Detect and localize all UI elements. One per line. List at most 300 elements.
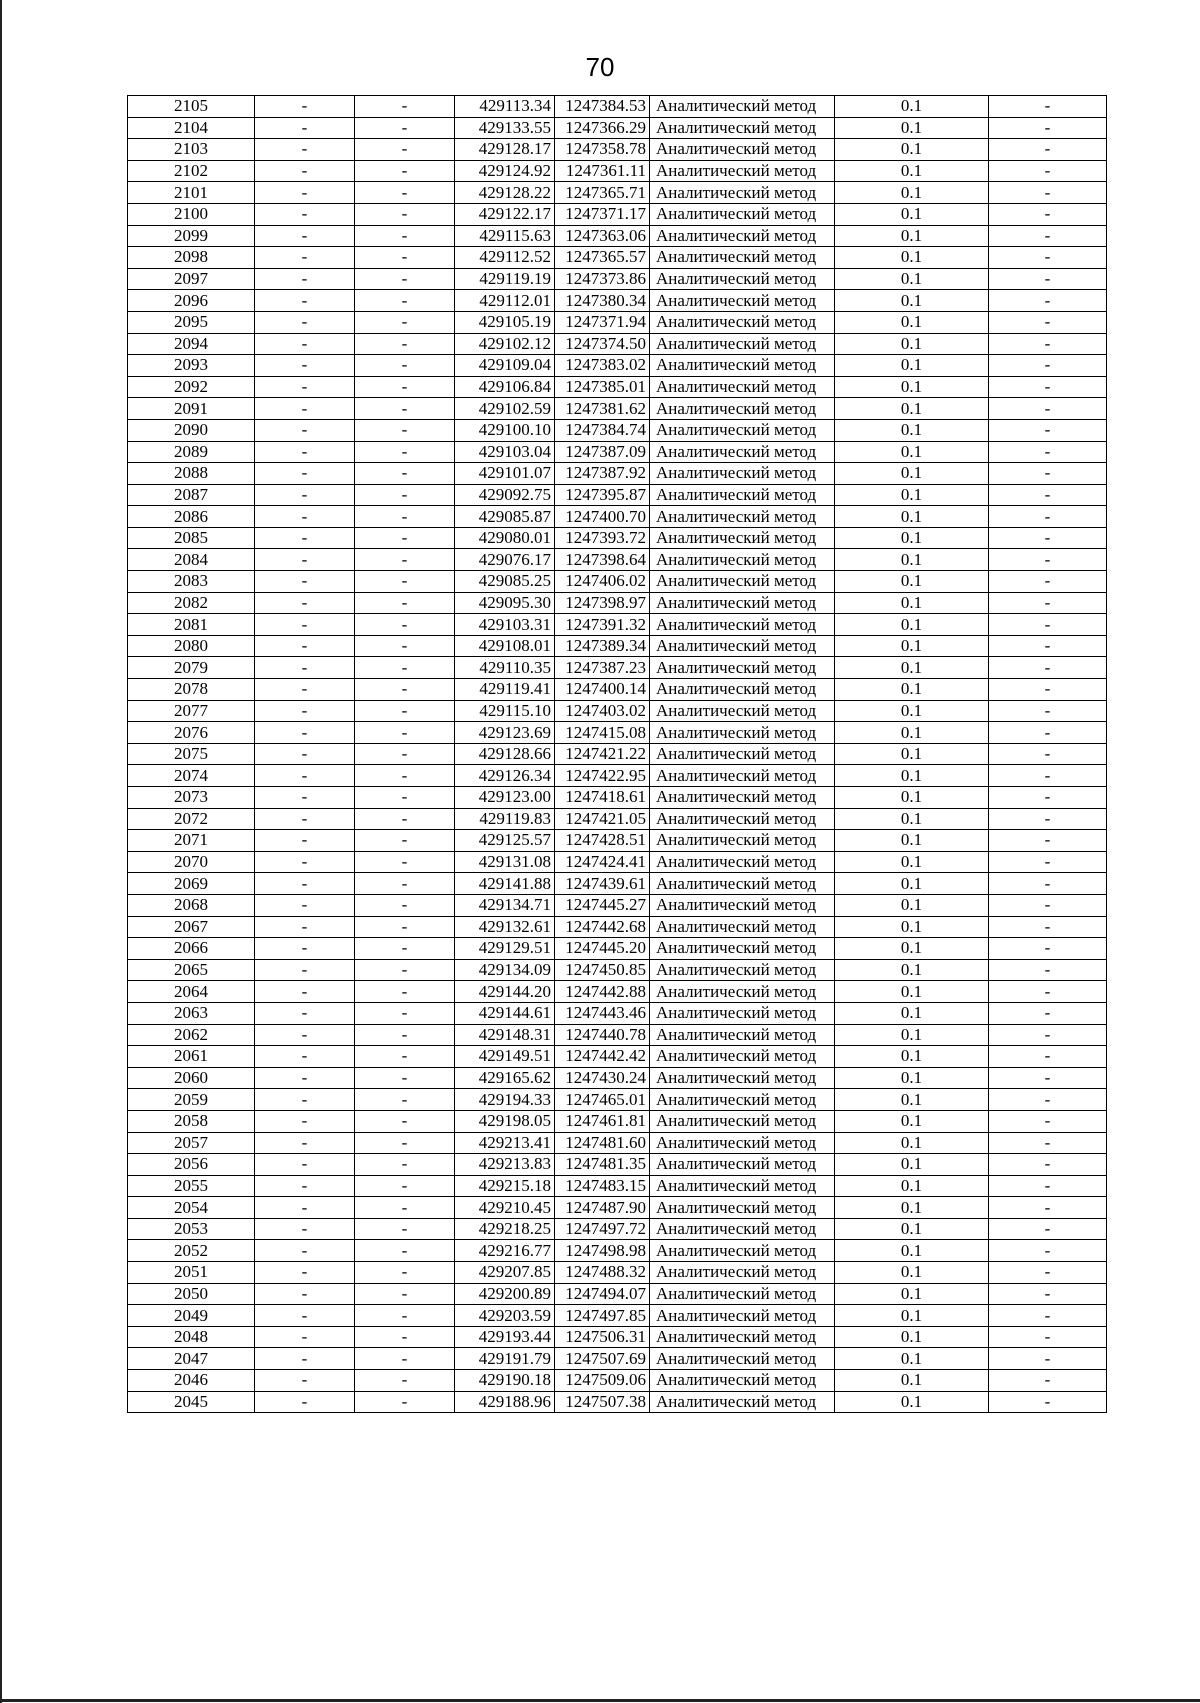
accuracy-cell: 0.1: [835, 1067, 989, 1089]
dash-cell-c: -: [989, 851, 1107, 873]
y-coordinate-cell: 1247393.72: [555, 527, 650, 549]
dash-cell-a: -: [255, 376, 355, 398]
dash-cell-a: -: [255, 1370, 355, 1392]
x-coordinate-cell: 429188.96: [455, 1391, 555, 1413]
dash-cell-b: -: [355, 1370, 455, 1392]
dash-cell-b: -: [355, 614, 455, 636]
table-row: [128, 1046, 1107, 1068]
x-coordinate-cell: 429108.01: [455, 635, 555, 657]
table-row: [128, 1262, 1107, 1284]
dash-cell-a: -: [255, 290, 355, 312]
table-row: [128, 938, 1107, 960]
accuracy-cell: 0.1: [835, 1326, 989, 1348]
dash-cell-c: -: [989, 1283, 1107, 1305]
dash-cell-b: -: [355, 1154, 455, 1176]
y-coordinate-cell: 1247403.02: [555, 700, 650, 722]
dash-cell-c: -: [989, 787, 1107, 809]
dash-cell-c: -: [989, 311, 1107, 333]
point-number-cell: 2052: [128, 1240, 255, 1262]
dash-cell-b: -: [355, 657, 455, 679]
dash-cell-c: -: [989, 830, 1107, 852]
x-coordinate-cell: 429112.01: [455, 290, 555, 312]
point-number-cell: 2087: [128, 484, 255, 506]
dash-cell-b: -: [355, 851, 455, 873]
dash-cell-b: -: [355, 1197, 455, 1219]
x-coordinate-cell: 429119.19: [455, 268, 555, 290]
x-coordinate-cell: 429085.25: [455, 571, 555, 593]
accuracy-cell: 0.1: [835, 311, 989, 333]
accuracy-cell: 0.1: [835, 765, 989, 787]
dash-cell-a: -: [255, 722, 355, 744]
y-coordinate-cell: 1247406.02: [555, 571, 650, 593]
accuracy-cell: 0.1: [835, 290, 989, 312]
point-number-cell: 2102: [128, 160, 255, 182]
x-coordinate-cell: 429103.31: [455, 614, 555, 636]
method-cell: Аналитический метод: [650, 916, 835, 938]
point-number-cell: 2079: [128, 657, 255, 679]
table-row: [128, 549, 1107, 571]
point-number-cell: 2103: [128, 139, 255, 161]
dash-cell-a: -: [255, 743, 355, 765]
method-cell: Аналитический метод: [650, 355, 835, 377]
y-coordinate-cell: 1247442.88: [555, 981, 650, 1003]
dash-cell-c: -: [989, 376, 1107, 398]
y-coordinate-cell: 1247374.50: [555, 333, 650, 355]
accuracy-cell: 0.1: [835, 1110, 989, 1132]
table-row: [128, 225, 1107, 247]
x-coordinate-cell: 429194.33: [455, 1089, 555, 1111]
method-cell: Аналитический метод: [650, 635, 835, 657]
method-cell: Аналитический метод: [650, 203, 835, 225]
dash-cell-b: -: [355, 592, 455, 614]
dash-cell-c: -: [989, 463, 1107, 485]
accuracy-cell: 0.1: [835, 1089, 989, 1111]
accuracy-cell: 0.1: [835, 635, 989, 657]
dash-cell-c: -: [989, 1132, 1107, 1154]
coordinates-table: [127, 95, 1107, 1413]
dash-cell-c: -: [989, 355, 1107, 377]
dash-cell-a: -: [255, 938, 355, 960]
dash-cell-c: -: [989, 1305, 1107, 1327]
dash-cell-b: -: [355, 139, 455, 161]
dash-cell-a: -: [255, 225, 355, 247]
dash-cell-c: -: [989, 700, 1107, 722]
dash-cell-b: -: [355, 160, 455, 182]
table-row: [128, 268, 1107, 290]
x-coordinate-cell: 429080.01: [455, 527, 555, 549]
dash-cell-b: -: [355, 1132, 455, 1154]
dash-cell-a: -: [255, 1024, 355, 1046]
accuracy-cell: 0.1: [835, 1046, 989, 1068]
accuracy-cell: 0.1: [835, 268, 989, 290]
table-row: [128, 311, 1107, 333]
y-coordinate-cell: 1247487.90: [555, 1197, 650, 1219]
table-row: [128, 808, 1107, 830]
accuracy-cell: 0.1: [835, 787, 989, 809]
method-cell: Аналитический метод: [650, 549, 835, 571]
dash-cell-b: -: [355, 743, 455, 765]
dash-cell-a: -: [255, 700, 355, 722]
x-coordinate-cell: 429148.31: [455, 1024, 555, 1046]
table-row: [128, 1110, 1107, 1132]
dash-cell-b: -: [355, 311, 455, 333]
method-cell: Аналитический метод: [650, 1218, 835, 1240]
accuracy-cell: 0.1: [835, 873, 989, 895]
accuracy-cell: 0.1: [835, 506, 989, 528]
y-coordinate-cell: 1247358.78: [555, 139, 650, 161]
y-coordinate-cell: 1247391.32: [555, 614, 650, 636]
dash-cell-a: -: [255, 1326, 355, 1348]
dash-cell-c: -: [989, 527, 1107, 549]
dash-cell-a: -: [255, 657, 355, 679]
dash-cell-c: -: [989, 182, 1107, 204]
y-coordinate-cell: 1247497.85: [555, 1305, 650, 1327]
x-coordinate-cell: 429115.63: [455, 225, 555, 247]
table-row: [128, 1370, 1107, 1392]
point-number-cell: 2088: [128, 463, 255, 485]
x-coordinate-cell: 429131.08: [455, 851, 555, 873]
table-row: [128, 743, 1107, 765]
dash-cell-a: -: [255, 441, 355, 463]
method-cell: Аналитический метод: [650, 1326, 835, 1348]
dash-cell-a: -: [255, 1197, 355, 1219]
x-coordinate-cell: 429193.44: [455, 1326, 555, 1348]
dash-cell-c: -: [989, 398, 1107, 420]
accuracy-cell: 0.1: [835, 679, 989, 701]
dash-cell-c: -: [989, 722, 1107, 744]
dash-cell-a: -: [255, 139, 355, 161]
point-number-cell: 2098: [128, 247, 255, 269]
dash-cell-b: -: [355, 463, 455, 485]
y-coordinate-cell: 1247385.01: [555, 376, 650, 398]
table-row: [128, 1089, 1107, 1111]
method-cell: Аналитический метод: [650, 571, 835, 593]
accuracy-cell: 0.1: [835, 463, 989, 485]
dash-cell-b: -: [355, 247, 455, 269]
table-row: [128, 1305, 1107, 1327]
method-cell: Аналитический метод: [650, 225, 835, 247]
y-coordinate-cell: 1247481.60: [555, 1132, 650, 1154]
dash-cell-a: -: [255, 959, 355, 981]
y-coordinate-cell: 1247461.81: [555, 1110, 650, 1132]
x-coordinate-cell: 429144.61: [455, 1002, 555, 1024]
accuracy-cell: 0.1: [835, 1305, 989, 1327]
y-coordinate-cell: 1247506.31: [555, 1326, 650, 1348]
method-cell: Аналитический метод: [650, 1110, 835, 1132]
dash-cell-a: -: [255, 1154, 355, 1176]
y-coordinate-cell: 1247389.34: [555, 635, 650, 657]
accuracy-cell: 0.1: [835, 376, 989, 398]
table-row: [128, 1067, 1107, 1089]
point-number-cell: 2066: [128, 938, 255, 960]
point-number-cell: 2065: [128, 959, 255, 981]
accuracy-cell: 0.1: [835, 441, 989, 463]
y-coordinate-cell: 1247366.29: [555, 117, 650, 139]
dash-cell-a: -: [255, 873, 355, 895]
point-number-cell: 2105: [128, 96, 255, 118]
point-number-cell: 2086: [128, 506, 255, 528]
x-coordinate-cell: 429165.62: [455, 1067, 555, 1089]
accuracy-cell: 0.1: [835, 830, 989, 852]
dash-cell-b: -: [355, 1110, 455, 1132]
dash-cell-c: -: [989, 333, 1107, 355]
accuracy-cell: 0.1: [835, 139, 989, 161]
point-number-cell: 2096: [128, 290, 255, 312]
x-coordinate-cell: 429122.17: [455, 203, 555, 225]
table-row: [128, 571, 1107, 593]
dash-cell-a: -: [255, 1067, 355, 1089]
dash-cell-b: -: [355, 419, 455, 441]
point-number-cell: 2061: [128, 1046, 255, 1068]
table-row: [128, 722, 1107, 744]
dash-cell-b: -: [355, 938, 455, 960]
method-cell: Аналитический метод: [650, 700, 835, 722]
table-row: [128, 398, 1107, 420]
y-coordinate-cell: 1247363.06: [555, 225, 650, 247]
dash-cell-b: -: [355, 333, 455, 355]
point-number-cell: 2097: [128, 268, 255, 290]
x-coordinate-cell: 429190.18: [455, 1370, 555, 1392]
method-cell: Аналитический метод: [650, 182, 835, 204]
dash-cell-b: -: [355, 398, 455, 420]
dash-cell-c: -: [989, 1046, 1107, 1068]
accuracy-cell: 0.1: [835, 571, 989, 593]
accuracy-cell: 0.1: [835, 1002, 989, 1024]
method-cell: Аналитический метод: [650, 484, 835, 506]
dash-cell-c: -: [989, 679, 1107, 701]
dash-cell-b: -: [355, 225, 455, 247]
dash-cell-c: -: [989, 1348, 1107, 1370]
dash-cell-c: -: [989, 1326, 1107, 1348]
point-number-cell: 2080: [128, 635, 255, 657]
y-coordinate-cell: 1247361.11: [555, 160, 650, 182]
dash-cell-c: -: [989, 981, 1107, 1003]
accuracy-cell: 0.1: [835, 355, 989, 377]
dash-cell-b: -: [355, 290, 455, 312]
method-cell: Аналитический метод: [650, 1305, 835, 1327]
x-coordinate-cell: 429207.85: [455, 1262, 555, 1284]
point-number-cell: 2072: [128, 808, 255, 830]
dash-cell-a: -: [255, 1283, 355, 1305]
method-cell: Аналитический метод: [650, 1370, 835, 1392]
table-row: [128, 959, 1107, 981]
table-row: [128, 506, 1107, 528]
accuracy-cell: 0.1: [835, 808, 989, 830]
y-coordinate-cell: 1247445.20: [555, 938, 650, 960]
dash-cell-a: -: [255, 614, 355, 636]
method-cell: Аналитический метод: [650, 96, 835, 118]
dash-cell-b: -: [355, 1024, 455, 1046]
method-cell: Аналитический метод: [650, 160, 835, 182]
method-cell: Аналитический метод: [650, 1024, 835, 1046]
method-cell: Аналитический метод: [650, 463, 835, 485]
x-coordinate-cell: 429215.18: [455, 1175, 555, 1197]
accuracy-cell: 0.1: [835, 657, 989, 679]
table-row: [128, 916, 1107, 938]
dash-cell-a: -: [255, 679, 355, 701]
accuracy-cell: 0.1: [835, 203, 989, 225]
dash-cell-b: -: [355, 1262, 455, 1284]
dash-cell-c: -: [989, 117, 1107, 139]
accuracy-cell: 0.1: [835, 894, 989, 916]
accuracy-cell: 0.1: [835, 1370, 989, 1392]
x-coordinate-cell: 429102.59: [455, 398, 555, 420]
accuracy-cell: 0.1: [835, 916, 989, 938]
point-number-cell: 2083: [128, 571, 255, 593]
x-coordinate-cell: 429101.07: [455, 463, 555, 485]
x-coordinate-cell: 429200.89: [455, 1283, 555, 1305]
dash-cell-a: -: [255, 894, 355, 916]
x-coordinate-cell: 429106.84: [455, 376, 555, 398]
dash-cell-b: -: [355, 376, 455, 398]
dash-cell-b: -: [355, 1218, 455, 1240]
dash-cell-c: -: [989, 1154, 1107, 1176]
x-coordinate-cell: 429218.25: [455, 1218, 555, 1240]
accuracy-cell: 0.1: [835, 1283, 989, 1305]
dash-cell-a: -: [255, 463, 355, 485]
dash-cell-b: -: [355, 635, 455, 657]
x-coordinate-cell: 429128.17: [455, 139, 555, 161]
accuracy-cell: 0.1: [835, 1218, 989, 1240]
dash-cell-c: -: [989, 1218, 1107, 1240]
method-cell: Аналитический метод: [650, 1089, 835, 1111]
table-row: [128, 700, 1107, 722]
accuracy-cell: 0.1: [835, 484, 989, 506]
point-number-cell: 2089: [128, 441, 255, 463]
method-cell: Аналитический метод: [650, 1002, 835, 1024]
table-row: [128, 1391, 1107, 1413]
y-coordinate-cell: 1247384.53: [555, 96, 650, 118]
accuracy-cell: 0.1: [835, 1024, 989, 1046]
table-row: [128, 160, 1107, 182]
method-cell: Аналитический метод: [650, 290, 835, 312]
point-number-cell: 2094: [128, 333, 255, 355]
method-cell: Аналитический метод: [650, 938, 835, 960]
x-coordinate-cell: 429198.05: [455, 1110, 555, 1132]
dash-cell-c: -: [989, 441, 1107, 463]
y-coordinate-cell: 1247497.72: [555, 1218, 650, 1240]
table-row: [128, 873, 1107, 895]
point-number-cell: 2092: [128, 376, 255, 398]
dash-cell-c: -: [989, 1262, 1107, 1284]
point-number-cell: 2071: [128, 830, 255, 852]
method-cell: Аналитический метод: [650, 679, 835, 701]
dash-cell-b: -: [355, 1240, 455, 1262]
point-number-cell: 2064: [128, 981, 255, 1003]
dash-cell-a: -: [255, 1110, 355, 1132]
point-number-cell: 2077: [128, 700, 255, 722]
point-number-cell: 2070: [128, 851, 255, 873]
dash-cell-a: -: [255, 96, 355, 118]
dash-cell-a: -: [255, 1046, 355, 1068]
table-row: [128, 830, 1107, 852]
dash-cell-b: -: [355, 96, 455, 118]
point-number-cell: 2090: [128, 419, 255, 441]
dash-cell-a: -: [255, 398, 355, 420]
y-coordinate-cell: 1247443.46: [555, 1002, 650, 1024]
dash-cell-c: -: [989, 743, 1107, 765]
scan-left-edge: [0, 0, 2, 1703]
dash-cell-a: -: [255, 830, 355, 852]
dash-cell-b: -: [355, 571, 455, 593]
point-number-cell: 2060: [128, 1067, 255, 1089]
y-coordinate-cell: 1247498.98: [555, 1240, 650, 1262]
point-number-cell: 2046: [128, 1370, 255, 1392]
dash-cell-a: -: [255, 1262, 355, 1284]
y-coordinate-cell: 1247365.71: [555, 182, 650, 204]
point-number-cell: 2074: [128, 765, 255, 787]
accuracy-cell: 0.1: [835, 117, 989, 139]
dash-cell-a: -: [255, 1218, 355, 1240]
table-row: [128, 96, 1107, 118]
table-row: [128, 1240, 1107, 1262]
y-coordinate-cell: 1247371.94: [555, 311, 650, 333]
table-row: [128, 592, 1107, 614]
method-cell: Аналитический метод: [650, 743, 835, 765]
accuracy-cell: 0.1: [835, 1132, 989, 1154]
point-number-cell: 2068: [128, 894, 255, 916]
dash-cell-c: -: [989, 592, 1107, 614]
dash-cell-c: -: [989, 268, 1107, 290]
accuracy-cell: 0.1: [835, 1154, 989, 1176]
x-coordinate-cell: 429132.61: [455, 916, 555, 938]
table-body: [128, 96, 1107, 1413]
dash-cell-c: -: [989, 1002, 1107, 1024]
dash-cell-a: -: [255, 1002, 355, 1024]
dash-cell-b: -: [355, 441, 455, 463]
point-number-cell: 2045: [128, 1391, 255, 1413]
y-coordinate-cell: 1247428.51: [555, 830, 650, 852]
method-cell: Аналитический метод: [650, 959, 835, 981]
dash-cell-a: -: [255, 160, 355, 182]
table-row: [128, 614, 1107, 636]
dash-cell-b: -: [355, 959, 455, 981]
point-number-cell: 2056: [128, 1154, 255, 1176]
x-coordinate-cell: 429129.51: [455, 938, 555, 960]
dash-cell-b: -: [355, 894, 455, 916]
dash-cell-c: -: [989, 290, 1107, 312]
y-coordinate-cell: 1247387.92: [555, 463, 650, 485]
accuracy-cell: 0.1: [835, 722, 989, 744]
accuracy-cell: 0.1: [835, 743, 989, 765]
dash-cell-b: -: [355, 1348, 455, 1370]
table-row: [128, 290, 1107, 312]
dash-cell-a: -: [255, 981, 355, 1003]
dash-cell-a: -: [255, 527, 355, 549]
y-coordinate-cell: 1247439.61: [555, 873, 650, 895]
accuracy-cell: 0.1: [835, 527, 989, 549]
table-row: [128, 355, 1107, 377]
dash-cell-b: -: [355, 787, 455, 809]
dash-cell-c: -: [989, 657, 1107, 679]
point-number-cell: 2095: [128, 311, 255, 333]
method-cell: Аналитический метод: [650, 722, 835, 744]
dash-cell-a: -: [255, 787, 355, 809]
method-cell: Аналитический метод: [650, 1348, 835, 1370]
y-coordinate-cell: 1247494.07: [555, 1283, 650, 1305]
point-number-cell: 2062: [128, 1024, 255, 1046]
y-coordinate-cell: 1247488.32: [555, 1262, 650, 1284]
method-cell: Аналитический метод: [650, 830, 835, 852]
y-coordinate-cell: 1247400.70: [555, 506, 650, 528]
dash-cell-c: -: [989, 419, 1107, 441]
method-cell: Аналитический метод: [650, 1154, 835, 1176]
method-cell: Аналитический метод: [650, 527, 835, 549]
accuracy-cell: 0.1: [835, 938, 989, 960]
point-number-cell: 2076: [128, 722, 255, 744]
dash-cell-a: -: [255, 506, 355, 528]
scan-bottom-edge: [0, 1699, 1200, 1702]
